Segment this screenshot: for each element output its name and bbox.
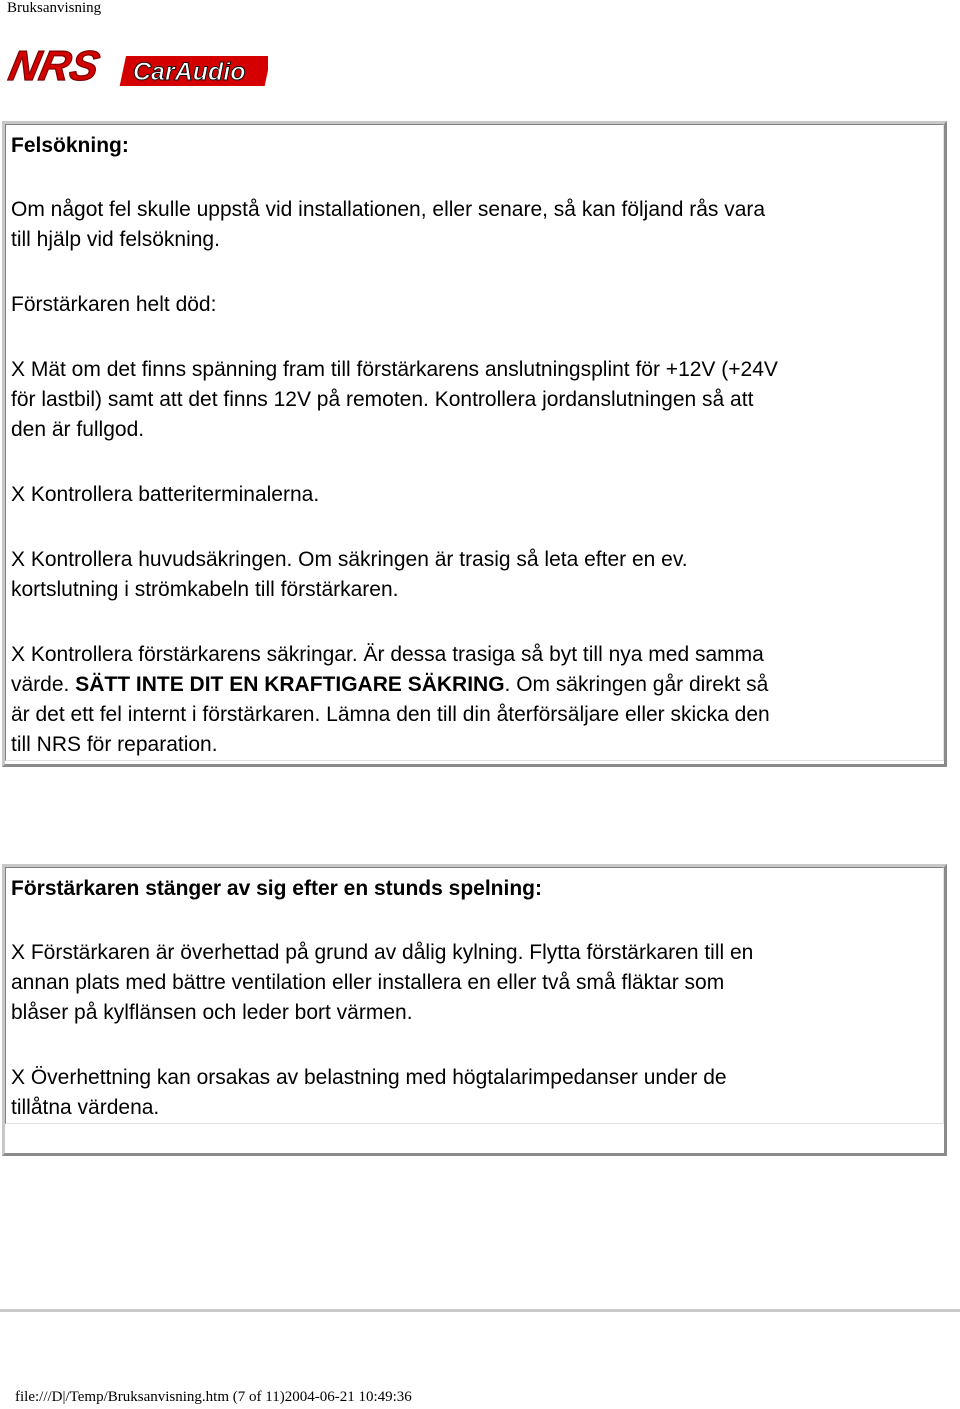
check-voltage-line-2: för lastbil) samt att det finns 12V på remoten. Kontrollera jordanslutningen så att — [11, 388, 754, 411]
print-footer-url: file:///D|/Temp/Bruksanvisning.htm (7 of 11)2004-06-21 10:49:36 — [15, 1389, 412, 1405]
fuse-warning: SÄTT INTE DIT EN KRAFTIGARE SÄKRING — [75, 673, 505, 696]
troubleshooting-box — [2, 121, 947, 767]
overheating-heading: Förstärkaren stänger av sig efter en stunds spelning: — [11, 877, 542, 900]
print-header-title: Bruksanvisning — [7, 0, 102, 16]
troubleshooting-heading: Felsökning: — [11, 134, 129, 157]
dead-amp-subheading: Förstärkaren helt död: — [11, 293, 217, 316]
overheated-line-2: annan plats med bättre ventilation eller installera en eller två små fläktar som — [11, 971, 725, 994]
impedance-line-2: tillåtna värdena. — [11, 1096, 160, 1119]
overheating-box — [2, 864, 947, 1156]
check-amp-fuses-line-4: till NRS för reparation. — [11, 733, 218, 756]
intro-line-1: Om något fel skulle uppstå vid installationen, eller senare, så kan följand rås vara — [11, 198, 766, 221]
fuse-direct-text: . Om säkringen går direkt så — [504, 673, 769, 696]
overheated-line-3: blåser på kylflänsen och leder bort värmen. — [11, 1001, 413, 1024]
bottom-divider — [0, 1309, 960, 1312]
impedance-line-1: X Överhettning kan orsakas av belastning med högtalarimpedanser under de — [11, 1066, 727, 1089]
check-voltage-line-1: X Mät om det finns spänning fram till förstärkarens anslutningsplint för +12V (+24V — [11, 358, 778, 381]
check-battery-terminals: X Kontrollera batteriterminalerna. — [11, 483, 320, 506]
logo-nrs-text: NRS — [5, 42, 104, 89]
check-amp-fuses-line-3: är det ett fel internt i förstärkaren. Lämna den till din återförsäljare eller skicka den — [11, 703, 770, 726]
value-text: värde. — [11, 673, 76, 696]
nrs-caraudio-logo — [3, 42, 268, 90]
check-amp-fuses-line-1: X Kontrollera förstärkarens säkringar. Är dessa trasiga så byt till nya med samma — [11, 643, 764, 666]
check-voltage-line-3: den är fullgod. — [11, 418, 145, 441]
logo-caraudio-text: CarAudio — [133, 58, 246, 86]
check-main-fuse-line-2: kortslutning i strömkabeln till förstärkaren. — [11, 578, 399, 601]
intro-line-2: till hjälp vid felsökning. — [11, 228, 220, 251]
check-amp-fuses-line-2 — [11, 670, 935, 700]
overheated-line-1: X Förstärkaren är överhettad på grund av dålig kylning. Flytta förstärkaren till en — [11, 941, 754, 964]
check-main-fuse-line-1: X Kontrollera huvudsäkringen. Om säkringen är trasig så leta efter en ev. — [11, 548, 688, 571]
